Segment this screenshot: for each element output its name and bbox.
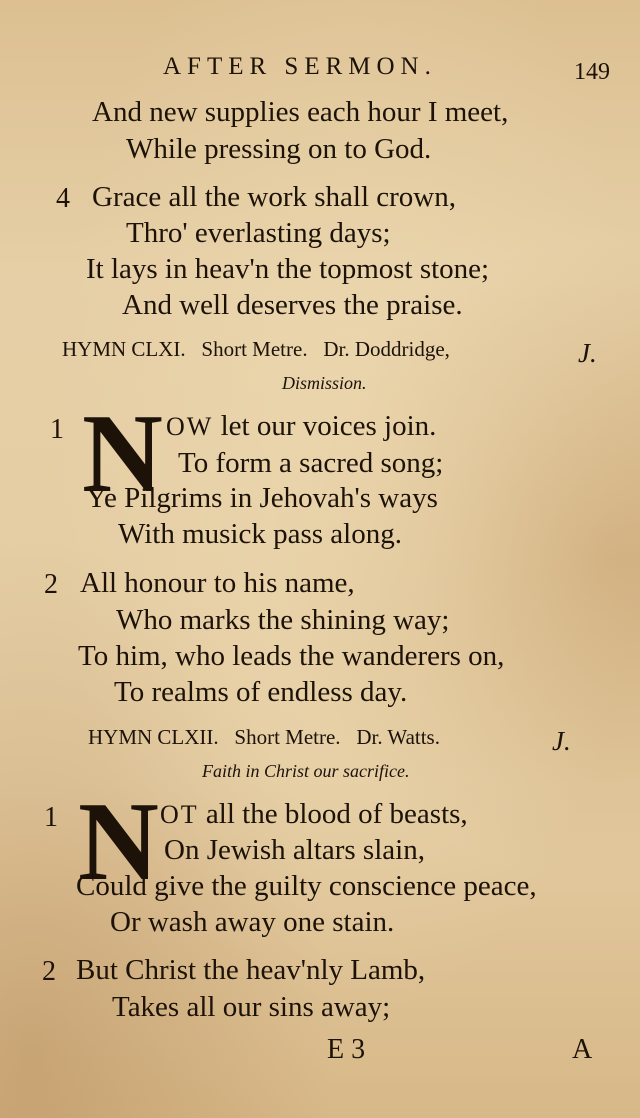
signature-mark: E 3 <box>327 1034 366 1065</box>
stanza-number: 4 <box>56 183 70 214</box>
verse-line: To realms of endless day. <box>114 676 408 708</box>
verse-line: It lays in heav'n the topmost stone; <box>86 253 490 285</box>
drop-cap: N <box>78 780 159 904</box>
stanza-number: 2 <box>42 956 56 987</box>
drop-cap-rest: OW <box>166 412 214 441</box>
stanza-number: 2 <box>44 569 58 600</box>
hymn-metre: Short Metre. <box>234 725 341 749</box>
hymn-heading <box>88 727 440 748</box>
verse-line: Or wash away one stain. <box>110 906 395 938</box>
verse-line: And well deserves the praise. <box>122 289 463 321</box>
drop-cap-rest: OT <box>160 800 199 829</box>
verse-line <box>160 800 468 829</box>
hymn-title: HYMN CLXI. <box>62 337 186 361</box>
verse-line-text: let our voices join. <box>220 410 437 442</box>
hymn-title: HYMN CLXII. <box>88 725 219 749</box>
drop-cap: N <box>82 392 163 516</box>
verse-line: To form a sacred song; <box>178 447 444 479</box>
verse-line-text: all the blood of beasts, <box>205 798 468 830</box>
hymn-heading <box>62 339 450 360</box>
verse-line: And new supplies each hour I meet, <box>92 96 509 128</box>
catchword: A <box>572 1034 593 1065</box>
verse-line: While pressing on to God. <box>126 133 432 165</box>
hymn-author: Dr. Doddridge, <box>323 337 450 361</box>
verse-line: But Christ the heav'nly Lamb, <box>76 954 426 986</box>
verse-line <box>166 412 436 441</box>
hymn-metre: Short Metre. <box>201 337 308 361</box>
verse-line: Grace all the work shall crown, <box>92 181 456 213</box>
verse-line: Who marks the shining way; <box>116 604 450 636</box>
verse-line: With musick pass along. <box>118 518 402 550</box>
hymn-subject: Dismission. <box>282 373 367 393</box>
hymn-author: Dr. Watts. <box>356 725 440 749</box>
verse-line: On Jewish altars slain, <box>164 834 425 866</box>
verse-line: Could give the guilty conscience peace, <box>76 870 537 902</box>
verse-line: To him, who leads the wanderers on, <box>78 640 505 672</box>
hymn-mark: J. <box>578 338 597 368</box>
verse-line: Takes all our sins away; <box>112 991 391 1023</box>
stanza-number: 1 <box>50 414 64 445</box>
hymn-subject: Faith in Christ our sacrifice. <box>202 761 410 781</box>
running-head: AFTER SERMON. <box>163 53 437 80</box>
verse-line: Thro' everlasting days; <box>126 217 391 249</box>
stanza-number: 1 <box>44 802 58 833</box>
verse-line: All honour to his name, <box>80 567 355 599</box>
verse-line: Ye Pilgrims in Jehovah's ways <box>86 482 438 514</box>
page-number: 149 <box>574 59 610 85</box>
hymn-mark: J. <box>552 726 571 756</box>
